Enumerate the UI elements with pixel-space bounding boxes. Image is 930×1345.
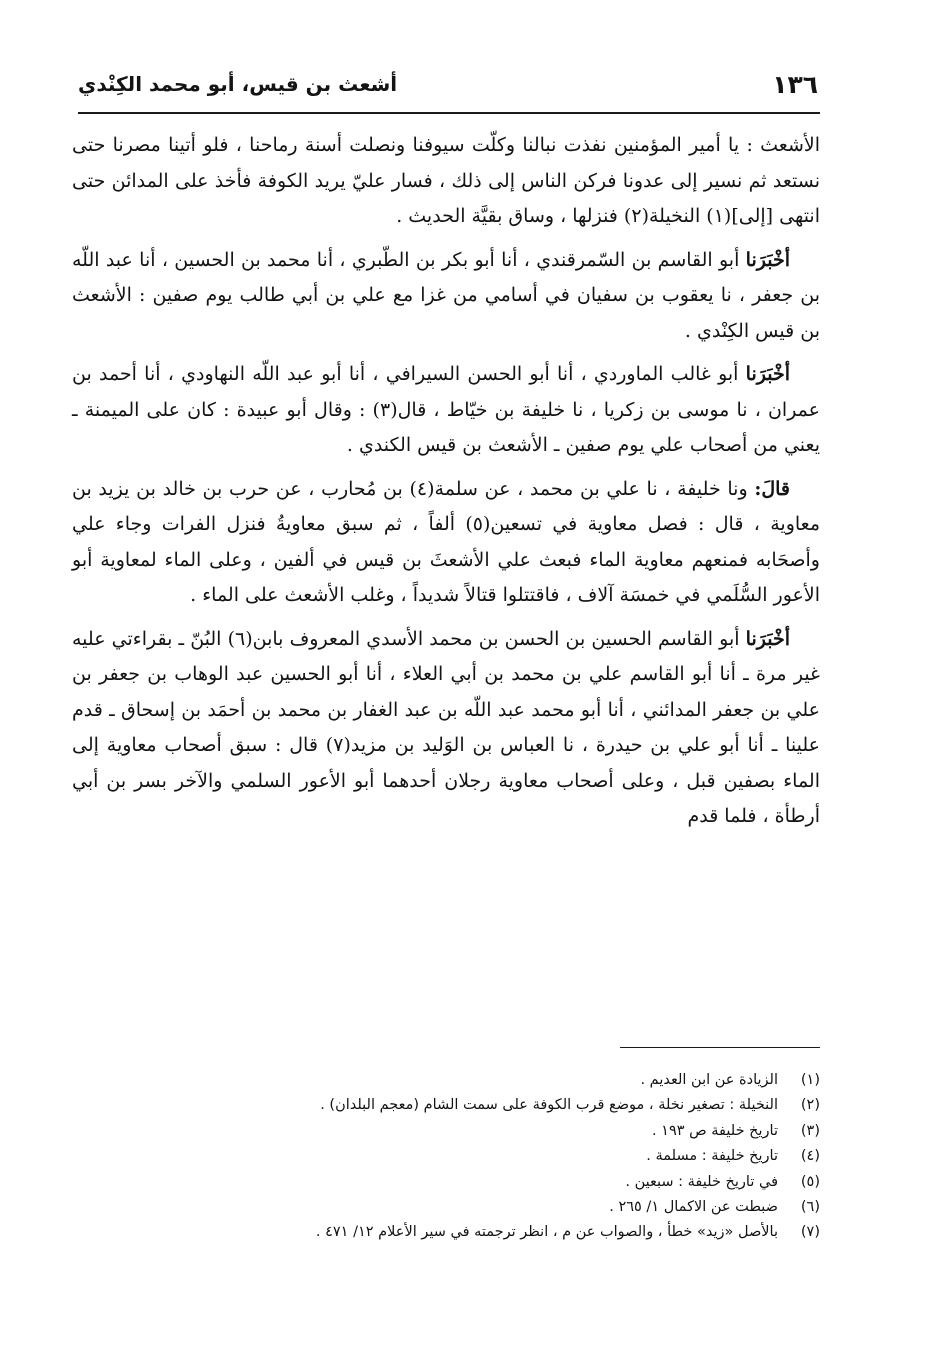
paragraph-text: الأشعث : يا أمير المؤمنين نفذت نبالنا وكلّت سيوفنا ونصلت أسنة رماحنا ، فلو أتينا مصرنا حتى نستعد ثم نسير إلى عدونا فركن الناس إلى ذلك ، فسار عليّ يريد الكوفة فأخذ على المدائن حتى انتهى [إلى](١) النخيلة(٢) فنزلها ، وساق بقيَّة الحديث .: [72, 134, 820, 227]
paragraph-text: أبو القاسم بن السّمرقندي ، أنا أبو بكر بن الطّبري ، أنا محمد بن الحسين ، أنا عبد اللّه بن جعفر ، نا يعقوب بن سفيان في أسامي من غزا مع علي بن أبي طالب يوم صفين : الأشعث بن قيس الكِنْدي .: [72, 248, 820, 342]
footnote-6: [72, 1195, 820, 1220]
paragraph-text: ونا خليفة ، نا علي بن محمد ، عن سلمة(٤) بن مُحارب ، عن حرب بن خالد بن يزيد بن معاوية ، قال : فصل معاوية في تسعين(٥) ألفاً ، ثم سبق معاويةُ فنزل الفرات وجاء علي وأصحَابه فمنعهم معاوية الماء فبعث علي الأشعثَ بن قيس في ألفين ، وعلى الماء لمعاوية أبو الأعور السُّلَمي في خمسَة آلاف ، فاقتتلوا قتالاً شديداً ، وغلب الأشعث على الماء .: [72, 477, 820, 606]
paragraph-text: أبو القاسم الحسين بن الحسن بن محمد الأسدي المعروف بابن(٦) البُنّ ـ بقراءتي عليه غير مرة ـ أنا أبو القاسم علي بن محمد بن أبي العلاء ، أنا أبو الحسين عبد الوهاب بن جعفر بن علي بن جعفر المدائني ، أنا أبو محمد عبد اللّه بن عبد الغفار بن محمد بن أحمَد بن إسحاق ـ قدم علينا ـ أنا أبو علي بن حيدرة ، نا العباس بن الوَليد بن مزيد(٧) قال : سبق أصحاب معاوية إلى الماء بصفين قبل ، وعلى أصحاب معاوية رجلان أحدهما أبو الأعور السلمي والآخر بسر بن أبي أرطأة ، فلما قدم: [72, 627, 821, 827]
footnote-text: تاريخ خليفة ص ١٩٣ .: [651, 1122, 778, 1139]
paragraph-text: أبو غالب الماوردي ، أنا أبو الحسن السيرافي ، أنا أبو عبد اللّه النهاودي ، أنا أحمد بن عمران ، نا موسى بن زكريا ، نا خليفة بن خيّاط ، قال(٣) : وقال أبو عبيدة : كان على الميمنة ـ يعني من أصحاب علي يوم صفين ـ الأشعث بن قيس الكندي .: [72, 363, 821, 456]
paragraph-3: [72, 357, 820, 464]
footnote-text: في تاريخ خليفة : سبعين .: [625, 1173, 778, 1190]
footnote-number: (٥): [800, 1173, 820, 1190]
footnote-text: الزيادة عن ابن العديم .: [640, 1072, 778, 1088]
paragraph-2: [72, 243, 820, 350]
footnote-number: (٧): [800, 1224, 820, 1241]
paragraph-5: [72, 622, 820, 835]
footnote-number: (٤): [800, 1148, 820, 1165]
paragraph-lead-word: قالَ:: [754, 477, 791, 500]
footnote-7: [72, 1220, 820, 1245]
footnote-number: (٢): [800, 1097, 820, 1114]
header-rule: [78, 112, 820, 114]
main-text: [72, 128, 820, 843]
footnotes: [72, 1068, 820, 1246]
footnote-text: بالأصل «زيد» خطأ ، والصواب عن م ، انظر ترجمته في سير الأعلام ١٢/ ٤٧١ .: [315, 1224, 778, 1241]
footnote-4: [72, 1144, 820, 1169]
paragraph-1: [72, 128, 820, 235]
footnote-2: [72, 1093, 820, 1118]
footnote-5: [72, 1170, 820, 1195]
paragraph-lead-word: أخْبَرَنا: [745, 363, 790, 385]
footnote-number: (٣): [800, 1122, 820, 1139]
page-header: [78, 68, 818, 110]
paragraph-lead-word: أخْبَرَنا: [745, 627, 790, 650]
footnote-1: [72, 1068, 820, 1093]
running-title: أشعث بن قيس، أبو محمد الكِنْدي: [78, 72, 398, 96]
footnote-number: (٦): [800, 1199, 820, 1216]
page-number: ١٣٦: [772, 70, 818, 99]
footnote-3: [72, 1119, 820, 1144]
footnote-rule: [620, 1047, 820, 1048]
footnote-number: (١): [800, 1072, 820, 1088]
footnote-text: النخيلة : تصغير نخلة ، موضع قرب الكوفة على سمت الشام (معجم البلدان) .: [320, 1097, 778, 1114]
paragraph-lead-word: أخْبَرَنا: [745, 248, 790, 271]
paragraph-4: [72, 472, 820, 614]
footnote-text: تاريخ خليفة : مسلمة .: [646, 1148, 778, 1165]
footnote-text: ضبطت عن الاكمال ١/ ٢٦٥ .: [609, 1199, 778, 1216]
